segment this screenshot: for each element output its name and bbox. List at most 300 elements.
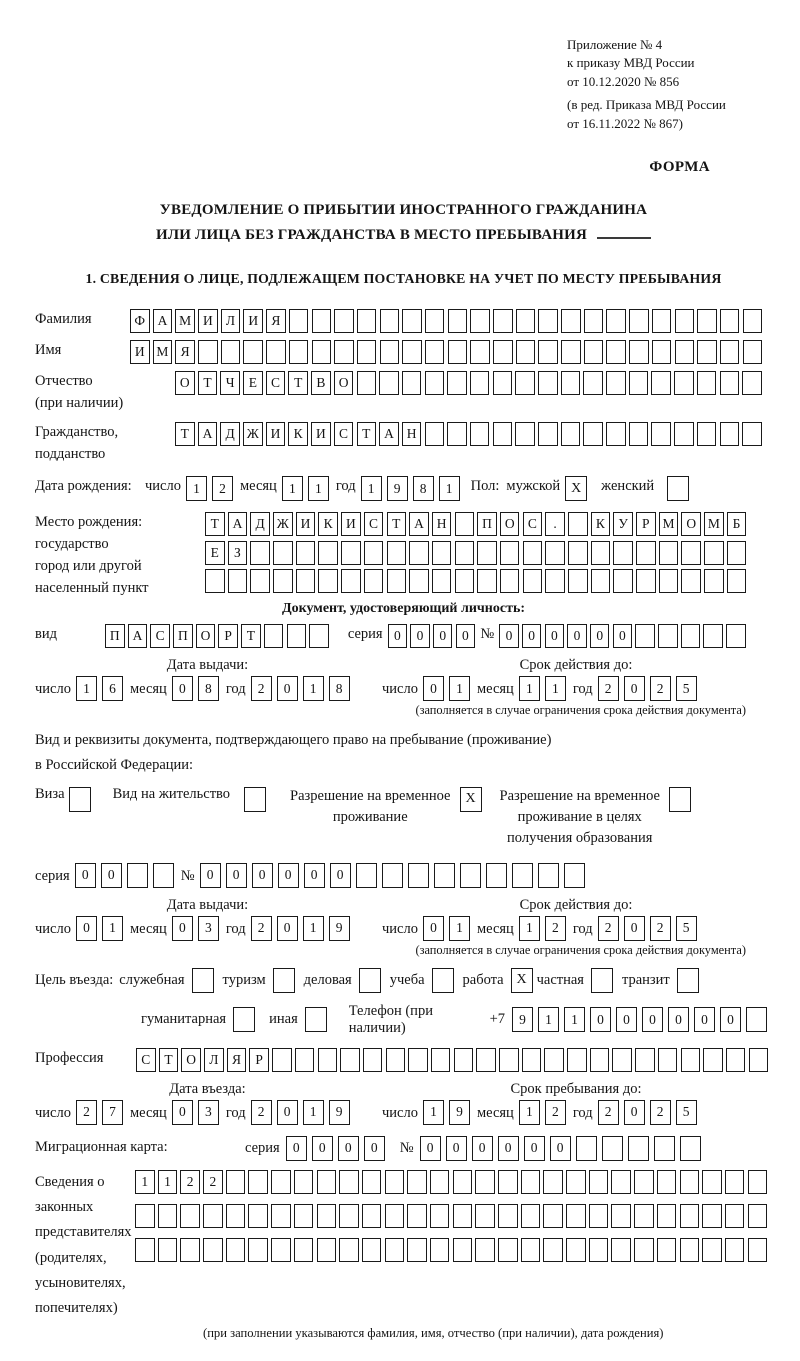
char-cell[interactable] <box>543 1204 563 1228</box>
char-cell[interactable] <box>636 569 656 593</box>
char-cell[interactable] <box>357 371 377 395</box>
char-cell[interactable] <box>317 1170 337 1194</box>
char-cell[interactable]: 0 <box>330 863 351 888</box>
char-cell[interactable]: О <box>181 1048 201 1072</box>
char-cell[interactable]: Т <box>175 422 195 446</box>
gender-male-checkbox[interactable]: X <box>565 476 587 501</box>
char-cell[interactable] <box>561 371 581 395</box>
char-cell[interactable] <box>704 541 724 565</box>
char-cell[interactable] <box>657 1238 677 1262</box>
char-cell[interactable] <box>703 1048 723 1072</box>
char-cell[interactable]: Т <box>205 512 225 536</box>
char-cell[interactable]: 1 <box>449 676 470 701</box>
char-cell[interactable] <box>312 309 332 333</box>
char-cell[interactable] <box>221 340 241 364</box>
char-cell[interactable] <box>339 1204 359 1228</box>
char-cell[interactable]: Л <box>204 1048 224 1072</box>
char-cell[interactable]: М <box>659 512 679 536</box>
char-cell[interactable]: 0 <box>550 1136 571 1161</box>
char-cell[interactable]: Ж <box>273 512 293 536</box>
char-cell[interactable] <box>500 569 520 593</box>
char-cell[interactable]: 0 <box>252 863 273 888</box>
char-cell[interactable] <box>226 1170 246 1194</box>
char-cell[interactable] <box>356 863 377 888</box>
char-cell[interactable] <box>380 340 400 364</box>
char-cell[interactable]: 0 <box>616 1007 637 1032</box>
char-cell[interactable] <box>493 422 513 446</box>
char-cell[interactable] <box>271 1238 291 1262</box>
char-cell[interactable] <box>287 624 307 648</box>
char-cell[interactable] <box>561 340 581 364</box>
char-cell[interactable] <box>590 1048 610 1072</box>
char-cell[interactable]: 2 <box>251 916 272 941</box>
char-cell[interactable] <box>720 309 740 333</box>
char-cell[interactable] <box>654 1136 675 1161</box>
purpose-study-checkbox[interactable] <box>432 968 454 993</box>
char-cell[interactable]: У <box>613 512 633 536</box>
char-cell[interactable] <box>425 371 445 395</box>
char-cell[interactable]: Д <box>220 422 240 446</box>
char-cell[interactable] <box>606 309 626 333</box>
char-cell[interactable] <box>408 863 429 888</box>
char-cell[interactable] <box>266 340 286 364</box>
char-cell[interactable]: 2 <box>251 676 272 701</box>
char-cell[interactable] <box>515 371 535 395</box>
char-cell[interactable]: 0 <box>446 1136 467 1161</box>
char-cell[interactable] <box>612 1048 632 1072</box>
char-cell[interactable] <box>725 1238 745 1262</box>
char-cell[interactable]: И <box>130 340 150 364</box>
char-cell[interactable] <box>402 340 422 364</box>
char-cell[interactable]: 1 <box>538 1007 559 1032</box>
char-cell[interactable]: 7 <box>102 1100 123 1125</box>
char-cell[interactable]: Н <box>432 512 452 536</box>
char-cell[interactable] <box>748 1170 768 1194</box>
char-cell[interactable] <box>362 1238 382 1262</box>
char-cell[interactable]: 1 <box>564 1007 585 1032</box>
char-cell[interactable]: И <box>243 309 263 333</box>
char-cell[interactable] <box>470 371 490 395</box>
char-cell[interactable] <box>357 340 377 364</box>
char-cell[interactable]: 0 <box>590 1007 611 1032</box>
char-cell[interactable]: 1 <box>303 916 324 941</box>
char-cell[interactable]: 0 <box>101 863 122 888</box>
char-cell[interactable]: 1 <box>308 476 329 501</box>
char-cell[interactable] <box>339 1238 359 1262</box>
char-cell[interactable] <box>476 1048 496 1072</box>
char-cell[interactable] <box>629 340 649 364</box>
char-cell[interactable] <box>498 1204 518 1228</box>
char-cell[interactable]: 9 <box>449 1100 470 1125</box>
char-cell[interactable] <box>407 1238 427 1262</box>
purpose-other-checkbox[interactable] <box>305 1007 327 1032</box>
char-cell[interactable]: С <box>150 624 170 648</box>
char-cell[interactable] <box>725 1170 745 1194</box>
char-cell[interactable] <box>430 1170 450 1194</box>
char-cell[interactable] <box>589 1238 609 1262</box>
char-cell[interactable] <box>521 1204 541 1228</box>
char-cell[interactable] <box>521 1170 541 1194</box>
char-cell[interactable] <box>318 1048 338 1072</box>
char-cell[interactable]: М <box>153 340 173 364</box>
char-cell[interactable] <box>158 1238 178 1262</box>
char-cell[interactable] <box>455 512 475 536</box>
char-cell[interactable] <box>363 1048 383 1072</box>
char-cell[interactable] <box>674 422 694 446</box>
char-cell[interactable] <box>538 340 558 364</box>
char-cell[interactable]: С <box>266 371 286 395</box>
char-cell[interactable] <box>545 541 565 565</box>
char-cell[interactable] <box>584 340 604 364</box>
char-cell[interactable]: И <box>198 309 218 333</box>
char-cell[interactable] <box>408 1048 428 1072</box>
char-cell[interactable]: 2 <box>650 916 671 941</box>
char-cell[interactable] <box>339 1170 359 1194</box>
char-cell[interactable]: 0 <box>668 1007 689 1032</box>
char-cell[interactable] <box>387 569 407 593</box>
char-cell[interactable]: А <box>228 512 248 536</box>
char-cell[interactable] <box>680 1204 700 1228</box>
purpose-humanitarian-checkbox[interactable] <box>233 1007 255 1032</box>
char-cell[interactable] <box>538 309 558 333</box>
char-cell[interactable]: 1 <box>76 676 97 701</box>
char-cell[interactable]: Р <box>636 512 656 536</box>
char-cell[interactable] <box>289 309 309 333</box>
char-cell[interactable]: 2 <box>598 916 619 941</box>
char-cell[interactable]: З <box>228 541 248 565</box>
char-cell[interactable] <box>606 422 626 446</box>
char-cell[interactable] <box>296 541 316 565</box>
char-cell[interactable]: 0 <box>388 624 408 648</box>
char-cell[interactable] <box>203 1238 223 1262</box>
char-cell[interactable]: Р <box>218 624 238 648</box>
char-cell[interactable] <box>264 624 284 648</box>
char-cell[interactable] <box>543 1238 563 1262</box>
char-cell[interactable] <box>720 371 740 395</box>
char-cell[interactable] <box>613 569 633 593</box>
char-cell[interactable] <box>746 1007 767 1032</box>
char-cell[interactable] <box>743 340 763 364</box>
char-cell[interactable] <box>430 1204 450 1228</box>
char-cell[interactable]: 0 <box>545 624 565 648</box>
char-cell[interactable] <box>657 1204 677 1228</box>
char-cell[interactable]: 2 <box>251 1100 272 1125</box>
char-cell[interactable]: 1 <box>361 476 382 501</box>
char-cell[interactable] <box>248 1238 268 1262</box>
char-cell[interactable] <box>611 1204 631 1228</box>
char-cell[interactable]: 5 <box>676 676 697 701</box>
char-cell[interactable] <box>743 309 763 333</box>
purpose-tourism-checkbox[interactable] <box>273 968 295 993</box>
char-cell[interactable] <box>295 1048 315 1072</box>
char-cell[interactable] <box>561 309 581 333</box>
char-cell[interactable]: 8 <box>329 676 350 701</box>
char-cell[interactable]: 1 <box>186 476 207 501</box>
char-cell[interactable] <box>271 1170 291 1194</box>
char-cell[interactable]: 2 <box>545 916 566 941</box>
char-cell[interactable] <box>742 371 762 395</box>
char-cell[interactable] <box>561 422 581 446</box>
char-cell[interactable] <box>521 1238 541 1262</box>
char-cell[interactable] <box>566 1204 586 1228</box>
char-cell[interactable] <box>453 1204 473 1228</box>
char-cell[interactable] <box>425 309 445 333</box>
char-cell[interactable] <box>538 863 559 888</box>
char-cell[interactable]: 0 <box>420 1136 441 1161</box>
char-cell[interactable]: К <box>288 422 308 446</box>
char-cell[interactable]: Ф <box>130 309 150 333</box>
char-cell[interactable] <box>294 1204 314 1228</box>
char-cell[interactable]: 0 <box>624 916 645 941</box>
char-cell[interactable] <box>272 1048 292 1072</box>
char-cell[interactable] <box>675 309 695 333</box>
char-cell[interactable] <box>697 309 717 333</box>
char-cell[interactable]: К <box>318 512 338 536</box>
char-cell[interactable] <box>432 541 452 565</box>
char-cell[interactable]: Е <box>205 541 225 565</box>
char-cell[interactable]: 0 <box>410 624 430 648</box>
char-cell[interactable]: К <box>591 512 611 536</box>
char-cell[interactable] <box>317 1238 337 1262</box>
char-cell[interactable] <box>434 863 455 888</box>
char-cell[interactable] <box>681 541 701 565</box>
char-cell[interactable]: П <box>477 512 497 536</box>
char-cell[interactable] <box>658 1048 678 1072</box>
char-cell[interactable]: И <box>296 512 316 536</box>
char-cell[interactable]: 9 <box>512 1007 533 1032</box>
char-cell[interactable]: С <box>334 422 354 446</box>
char-cell[interactable] <box>250 541 270 565</box>
char-cell[interactable]: С <box>523 512 543 536</box>
char-cell[interactable]: 1 <box>303 676 324 701</box>
char-cell[interactable]: М <box>175 309 195 333</box>
char-cell[interactable]: Т <box>288 371 308 395</box>
char-cell[interactable] <box>748 1238 768 1262</box>
char-cell[interactable] <box>499 1048 519 1072</box>
char-cell[interactable]: О <box>175 371 195 395</box>
char-cell[interactable]: 2 <box>598 1100 619 1125</box>
char-cell[interactable] <box>127 863 148 888</box>
char-cell[interactable]: 0 <box>423 916 444 941</box>
char-cell[interactable] <box>512 863 533 888</box>
char-cell[interactable] <box>470 340 490 364</box>
char-cell[interactable]: 0 <box>567 624 587 648</box>
char-cell[interactable]: 0 <box>642 1007 663 1032</box>
char-cell[interactable]: С <box>364 512 384 536</box>
char-cell[interactable] <box>470 309 490 333</box>
gender-female-checkbox[interactable] <box>667 476 689 501</box>
char-cell[interactable] <box>564 863 585 888</box>
char-cell[interactable] <box>475 1204 495 1228</box>
char-cell[interactable] <box>652 309 672 333</box>
char-cell[interactable] <box>516 340 536 364</box>
char-cell[interactable] <box>364 569 384 593</box>
char-cell[interactable] <box>589 1204 609 1228</box>
char-cell[interactable] <box>402 309 422 333</box>
char-cell[interactable] <box>454 1048 474 1072</box>
char-cell[interactable] <box>703 624 723 648</box>
char-cell[interactable] <box>568 569 588 593</box>
char-cell[interactable] <box>591 541 611 565</box>
char-cell[interactable]: 0 <box>277 676 298 701</box>
char-cell[interactable]: 0 <box>720 1007 741 1032</box>
char-cell[interactable] <box>681 1048 701 1072</box>
char-cell[interactable] <box>203 1204 223 1228</box>
char-cell[interactable]: 6 <box>102 676 123 701</box>
char-cell[interactable]: 1 <box>158 1170 178 1194</box>
char-cell[interactable] <box>385 1204 405 1228</box>
char-cell[interactable]: А <box>153 309 173 333</box>
char-cell[interactable] <box>659 541 679 565</box>
char-cell[interactable] <box>659 569 679 593</box>
char-cell[interactable]: Я <box>266 309 286 333</box>
char-cell[interactable]: 2 <box>76 1100 97 1125</box>
char-cell[interactable]: И <box>266 422 286 446</box>
char-cell[interactable]: 2 <box>598 676 619 701</box>
char-cell[interactable]: И <box>341 512 361 536</box>
char-cell[interactable] <box>447 422 467 446</box>
char-cell[interactable]: Я <box>227 1048 247 1072</box>
char-cell[interactable]: Т <box>387 512 407 536</box>
char-cell[interactable] <box>568 541 588 565</box>
char-cell[interactable]: О <box>334 371 354 395</box>
char-cell[interactable] <box>486 863 507 888</box>
char-cell[interactable] <box>568 512 588 536</box>
char-cell[interactable]: 1 <box>423 1100 444 1125</box>
char-cell[interactable]: 0 <box>433 624 453 648</box>
char-cell[interactable] <box>135 1204 155 1228</box>
char-cell[interactable] <box>498 1170 518 1194</box>
char-cell[interactable] <box>431 1048 451 1072</box>
char-cell[interactable] <box>726 1048 746 1072</box>
char-cell[interactable] <box>634 1238 654 1262</box>
char-cell[interactable]: 1 <box>303 1100 324 1125</box>
char-cell[interactable]: 0 <box>456 624 476 648</box>
char-cell[interactable] <box>455 569 475 593</box>
purpose-work-checkbox[interactable]: X <box>511 968 533 993</box>
char-cell[interactable] <box>697 371 717 395</box>
char-cell[interactable]: 0 <box>172 676 193 701</box>
char-cell[interactable]: 9 <box>329 916 350 941</box>
purpose-private-checkbox[interactable] <box>591 968 613 993</box>
char-cell[interactable] <box>680 1136 701 1161</box>
char-cell[interactable] <box>629 422 649 446</box>
char-cell[interactable]: 9 <box>329 1100 350 1125</box>
char-cell[interactable] <box>606 371 626 395</box>
char-cell[interactable] <box>448 340 468 364</box>
char-cell[interactable] <box>387 541 407 565</box>
char-cell[interactable] <box>704 569 724 593</box>
char-cell[interactable] <box>273 569 293 593</box>
char-cell[interactable]: А <box>198 422 218 446</box>
char-cell[interactable] <box>749 1048 769 1072</box>
char-cell[interactable]: 3 <box>198 1100 219 1125</box>
char-cell[interactable] <box>657 1170 677 1194</box>
char-cell[interactable] <box>453 1238 473 1262</box>
char-cell[interactable] <box>385 1170 405 1194</box>
char-cell[interactable] <box>248 1204 268 1228</box>
char-cell[interactable]: Т <box>159 1048 179 1072</box>
char-cell[interactable] <box>364 541 384 565</box>
char-cell[interactable] <box>583 371 603 395</box>
char-cell[interactable]: 0 <box>522 624 542 648</box>
char-cell[interactable] <box>681 624 701 648</box>
char-cell[interactable] <box>498 1238 518 1262</box>
char-cell[interactable] <box>318 541 338 565</box>
char-cell[interactable] <box>651 422 671 446</box>
char-cell[interactable] <box>289 340 309 364</box>
char-cell[interactable] <box>629 371 649 395</box>
char-cell[interactable]: 0 <box>613 624 633 648</box>
char-cell[interactable] <box>636 541 656 565</box>
char-cell[interactable] <box>543 1170 563 1194</box>
char-cell[interactable] <box>727 569 747 593</box>
char-cell[interactable]: Ж <box>243 422 263 446</box>
char-cell[interactable]: 0 <box>278 863 299 888</box>
char-cell[interactable] <box>250 569 270 593</box>
char-cell[interactable] <box>135 1238 155 1262</box>
char-cell[interactable]: Д <box>250 512 270 536</box>
char-cell[interactable]: 2 <box>650 1100 671 1125</box>
char-cell[interactable]: Ч <box>220 371 240 395</box>
char-cell[interactable] <box>477 569 497 593</box>
char-cell[interactable]: О <box>681 512 701 536</box>
char-cell[interactable] <box>635 1048 655 1072</box>
char-cell[interactable] <box>153 863 174 888</box>
char-cell[interactable] <box>296 569 316 593</box>
char-cell[interactable]: 0 <box>364 1136 385 1161</box>
char-cell[interactable] <box>409 569 429 593</box>
edu-permit-checkbox[interactable] <box>669 787 691 812</box>
char-cell[interactable] <box>493 371 513 395</box>
char-cell[interactable]: Л <box>221 309 241 333</box>
char-cell[interactable] <box>680 1170 700 1194</box>
char-cell[interactable] <box>425 422 445 446</box>
char-cell[interactable] <box>294 1238 314 1262</box>
char-cell[interactable]: Н <box>402 422 422 446</box>
char-cell[interactable]: 0 <box>304 863 325 888</box>
char-cell[interactable] <box>726 624 746 648</box>
char-cell[interactable] <box>243 340 263 364</box>
char-cell[interactable] <box>538 422 558 446</box>
char-cell[interactable]: 1 <box>102 916 123 941</box>
char-cell[interactable]: О <box>196 624 216 648</box>
char-cell[interactable]: М <box>704 512 724 536</box>
char-cell[interactable]: 5 <box>676 1100 697 1125</box>
char-cell[interactable]: 0 <box>226 863 247 888</box>
char-cell[interactable] <box>493 340 513 364</box>
char-cell[interactable] <box>634 1204 654 1228</box>
char-cell[interactable] <box>341 569 361 593</box>
char-cell[interactable] <box>516 309 536 333</box>
char-cell[interactable] <box>635 624 655 648</box>
char-cell[interactable]: 2 <box>545 1100 566 1125</box>
char-cell[interactable] <box>312 340 332 364</box>
char-cell[interactable] <box>180 1238 200 1262</box>
char-cell[interactable]: 0 <box>76 916 97 941</box>
char-cell[interactable] <box>522 1048 542 1072</box>
char-cell[interactable] <box>727 541 747 565</box>
char-cell[interactable]: 0 <box>286 1136 307 1161</box>
char-cell[interactable] <box>432 569 452 593</box>
char-cell[interactable] <box>576 1136 597 1161</box>
char-cell[interactable] <box>228 569 248 593</box>
char-cell[interactable] <box>500 541 520 565</box>
char-cell[interactable] <box>674 371 694 395</box>
char-cell[interactable] <box>409 541 429 565</box>
char-cell[interactable]: В <box>311 371 331 395</box>
char-cell[interactable]: 0 <box>172 1100 193 1125</box>
